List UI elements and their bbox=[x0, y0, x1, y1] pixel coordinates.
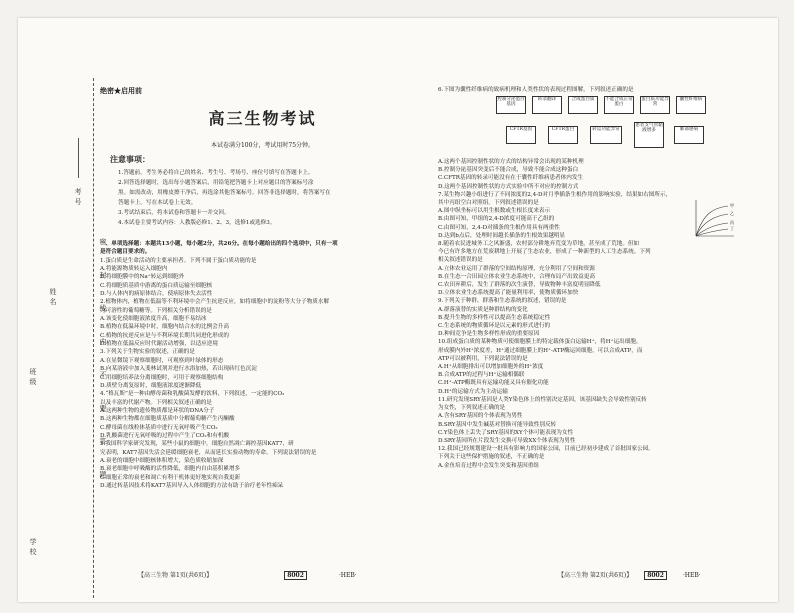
question-line: C.CFTR基因的转录可能没有在于囊性纤维病患者体内发生 bbox=[438, 175, 584, 182]
binding-field-line-1 bbox=[78, 138, 80, 178]
question-line: 5.我国科学家研究发现，某些小鼠的细胞中，细胞自然凋亡调控基因KAT7，研 bbox=[100, 441, 294, 448]
right-questions-top bbox=[438, 86, 758, 94]
notice-item: 1.答题前，考生务必将自己的姓名、考生号、考场号、座位号填写在答题卡上。 bbox=[118, 170, 314, 176]
question-line: 相关叙述错误的是 bbox=[438, 257, 483, 264]
graph-label: 丁 bbox=[730, 226, 734, 231]
question-line: B.控制分泌基因突变后不能合成，导致不能合成这种蛋白 bbox=[438, 167, 579, 174]
notice-item: 4.本试卷主要考试内容：人教版必修1、2、3，选修1或选修3。 bbox=[118, 220, 276, 226]
question-line: C.Y染色体上丢失了SRY基因的XY个体可能表现为女性 bbox=[438, 429, 574, 436]
diagram-box: 不能合成正常蛋白 bbox=[604, 96, 634, 114]
question-line: C.酵母菌在线粒体基质中进行无氧呼吸产生CO₂ bbox=[100, 424, 218, 431]
question-line: A.图中纵坐标可以用生根数或生根长度来表示 bbox=[438, 208, 551, 215]
question-line: 9.下列关于种群、群落和生态系统的叙述，错误的是 bbox=[438, 298, 567, 305]
diagram-box: 转录翻译 bbox=[532, 96, 562, 114]
question-line: D.立体农业生态系统提高了能量利用率，使物质循环加快 bbox=[438, 290, 579, 297]
question-line: D.乳酸菌进行无氧呼吸的过程中产生了CO₂和有机酸 bbox=[100, 432, 230, 439]
question-line: 今已有许多地方在荒废耕地上开展了生态农业，形成了一种新型的人工生态系统。下列 bbox=[438, 249, 651, 256]
question-line: B.将细胞膜中的Na⁺转运到细胞外 bbox=[100, 274, 185, 281]
footer-subject: 【高三生物 bbox=[138, 572, 169, 579]
left-questions bbox=[100, 240, 425, 490]
question-line: C.用细胞培养法分离细胞时，可用于观察细胞结构 bbox=[100, 374, 224, 381]
question-line: 10.组成蛋白质的某种物质可使细胞膜上的特定载体蛋白运输H⁺，将H⁺运出细胞， bbox=[438, 339, 642, 346]
exam-sheet bbox=[18, 18, 778, 602]
diagram-box: 患者支气管黏液增多 bbox=[634, 122, 664, 148]
question-line: B.这两种生物都在细胞质基质中分解葡萄糖产生丙酮酸 bbox=[100, 416, 235, 423]
footer-page: 第2页(共6页)】 bbox=[589, 572, 633, 579]
notice-item: 2.回答选择题时，选出每小题答案后，用铅笔把答题卡上对应题目的答案标号涂 bbox=[118, 180, 314, 186]
question-line: B.提升生物的多样性可以提高生态系统稳定性 bbox=[438, 314, 551, 321]
question-line: D.这两个基因控制性状的方式实验中所不对应的控制方式 bbox=[438, 183, 579, 190]
question-line: 2.植物体内，植物在低温等不利环境中会产生抗逆反应，如将细胞中的淀粉等大分子物质水解 bbox=[100, 299, 330, 306]
graph-label: 乙 bbox=[730, 211, 734, 216]
footer-left bbox=[138, 570, 357, 580]
footer-code: 8002 bbox=[284, 571, 307, 580]
footer-brand: ·HEB· bbox=[338, 572, 357, 579]
question-line: D.与人体内的病原体结合，使病原体失去活性 bbox=[100, 291, 213, 298]
notice-item: 3.考试结束后，将本试卷和答题卡一并交回。 bbox=[118, 210, 230, 216]
binding-dashed-line bbox=[93, 78, 94, 598]
question-line: D.达到b点后，处理时间越长插条的生根效果越明显 bbox=[438, 232, 566, 239]
question-line: B.由图可知，甲组的2,4-D浓度可能高于乙组的 bbox=[438, 216, 555, 223]
notice-list bbox=[118, 168, 423, 228]
question-line: B.合成ATP的过程与H⁺运输相偶联 bbox=[438, 372, 525, 379]
question-line: B.在生态一合田园立体农业生态系统中，合理布局产出效益更高 bbox=[438, 273, 595, 280]
question-line: A.立体农业运用了群落的空间结构原理，充分利用了空间和资源 bbox=[438, 265, 595, 272]
question-line: A.这两个基因控制性状的方式的结构异常会出现的某种机理 bbox=[438, 159, 584, 165]
question-line: D.H⁺的运输方式为主动运输 bbox=[438, 388, 508, 395]
page-title: 高三生物考试 bbox=[208, 109, 317, 128]
diagram-box: 囊性纤维病 bbox=[676, 96, 706, 114]
diagram-box: CFTR蛋白 bbox=[548, 126, 578, 144]
rooting-graph bbox=[690, 198, 736, 243]
question-line: A.H⁺从细胞排出可以增加细胞外的H⁺浓度 bbox=[438, 364, 544, 371]
question-line: D.种间竞争是生物多样性形成的重要原因 bbox=[438, 331, 540, 338]
binding-margin bbox=[18, 78, 113, 598]
notice-item: 黑。如需改动，用橡皮擦干净后，再选涂其他答案标号。回答非选择题时，将答案写在 bbox=[118, 190, 331, 196]
binding-label-kaohao: 考号 bbox=[74, 188, 82, 208]
graph-label: 甲 bbox=[730, 203, 734, 208]
question-line: 3.下列关于生物实验的叙述，正确的是 bbox=[100, 349, 195, 356]
section-heading: 是符合题目要求的。 bbox=[100, 249, 151, 256]
notice-item: 答题卡上。写在本试卷上无效。 bbox=[118, 200, 197, 206]
question-line: B.向某溶液中加入斐林试剂并进行水浴加热，若出现砖红色沉淀 bbox=[100, 366, 257, 373]
question-line: A.这两种生物的遗传物质都是环状的DNA分子 bbox=[100, 407, 215, 414]
question-line: C.农田弃耕后，发生了群落的次生演替，导致物种丰富度明显降低 bbox=[438, 282, 601, 289]
question-line: C.由图可知，2,4-D对插条的生根作用具有两重性 bbox=[438, 224, 560, 231]
binding-label-banji: 班级 bbox=[29, 368, 37, 388]
question-line: 以及丰富的代谢产物。下列相关叙述正确的是 bbox=[100, 399, 212, 406]
question-line: D.SRY基因所在片段发生交换可导致XX个体表现为男性 bbox=[438, 437, 576, 444]
question-line: 4.“格瓦斯”是一种由酵母菌和乳酸菌发酵的饮料，下列叙述，一定能的CO₂ bbox=[100, 391, 285, 398]
diagram-box: 合成蛋白质 bbox=[568, 96, 598, 114]
diagram-box: CFTR基因 bbox=[506, 126, 536, 144]
question-line: 1.蛋白质是生命活动的主要承担者。下列不属于蛋白质功能的是 bbox=[100, 257, 257, 264]
question-line: D.质壁分离复原时，细胞液浓度逐渐降低 bbox=[100, 382, 202, 389]
notice-heading: 注意事项： bbox=[110, 154, 150, 164]
question-line: C.H⁺-ATP酶既具有运输功能又具有催化功能 bbox=[438, 380, 549, 387]
question-line: ATP可以被利用，下列说法错误的是 bbox=[438, 355, 528, 362]
question-line: A.将能源物质转运入细胞内 bbox=[100, 266, 168, 273]
cftr-diagram bbox=[496, 96, 706, 158]
question-line: A.在显微镜下观察细胞时，可观察到叶绿体的形态 bbox=[100, 357, 224, 364]
question-line: 7.某生物兴趣小组进行了不同浓度的2,4-D对月季插条生根作用的影响实验，结果如右图所示， bbox=[438, 191, 672, 198]
question-line: 为女性，下列叙述正确的是 bbox=[438, 405, 506, 412]
binding-label-xingming: 姓名 bbox=[49, 288, 57, 308]
footer-brand: ·HEB· bbox=[682, 572, 701, 579]
question-line: 8.随着农民进城务工之风渐盛，农村部分耕地弃荒变为草地，甚至成了荒地。但如 bbox=[438, 241, 640, 248]
question-line: 究表明，KAT7基因失活会延缓细胞衰老，从而延长实验动物的寿命。下列说法错误的是 bbox=[100, 449, 317, 456]
question-line: C.生态系统的物质循环是以元素的形式进行的 bbox=[438, 323, 551, 330]
question-line: 其中丙组空白对照组。下列叙述错误的是 bbox=[438, 200, 539, 207]
footer-page: 第1页(共6页)】 bbox=[169, 572, 213, 579]
secret-label: 绝密★启用前 bbox=[100, 86, 142, 95]
question-line: C.将细胞质基质中游离的蛋白质运输至细胞核 bbox=[100, 282, 213, 289]
question-line: B.植物在低温环境中时，细胞内结合水的比例会升高 bbox=[100, 324, 229, 331]
question-line: 下列关于这些保护措施的叙述，不正确的是 bbox=[438, 454, 545, 461]
question-line: A.群落演替的实质是种群结构的变化 bbox=[438, 306, 528, 313]
question-line: 12.我国已经规划建设一批具有影响力的国家公园，目前已经初步建成了首批国家公园。 bbox=[438, 446, 654, 453]
question-line: B.SRY基因中发生碱基对替换可能导致性别反转 bbox=[438, 421, 557, 428]
question-line: A.衰老的细胞中细胞核体积增大，染色质收缩加深 bbox=[100, 457, 224, 464]
question-line: D.通过转基因技术将KAT7基因导入人体细胞的方法有助于治疗老年性痴呆 bbox=[100, 482, 284, 489]
footer-right bbox=[558, 570, 701, 580]
question-line: C.细胞正常的衰老和凋亡有利于机体更好地实现自我更新 bbox=[100, 474, 241, 481]
question-line: A.含有SRY基因的个体表现为男性 bbox=[438, 413, 523, 420]
question-line: 11.研究发现SRY基因是人类Y染色体上的性别决定基因，该基因缺失会导致性别反转 bbox=[438, 396, 647, 403]
question-line: 6.下图为囊性纤维病的致病机理和人类性状的表现过程图解，下列叙述正确的是 bbox=[438, 87, 634, 93]
question-line: A.金鱼培育过程中会发生突变和基因重组 bbox=[438, 462, 539, 469]
exam-subtitle: 本试卷满分100分，考试用时75分钟。 bbox=[210, 142, 315, 149]
question-line: B.衰老细胞中呼吸酶的活性降低，细胞内自由基积累增多 bbox=[100, 466, 241, 473]
question-line: 为可溶性的葡萄糖等。下列相关分析错误的是 bbox=[100, 307, 212, 314]
footer-code: 8002 bbox=[644, 571, 667, 580]
question-line: C.植物的抗逆反应是与不利环境长期共同进化形成的 bbox=[100, 332, 229, 339]
binding-label-xuexiao: 学校 bbox=[29, 538, 37, 558]
footer-subject: 【高三生物 bbox=[558, 572, 589, 579]
diagram-box: 控制分泌蛋白基因 bbox=[496, 96, 526, 114]
binding-seal-text: 密 封 线 内 不 要 答 题 bbox=[99, 238, 107, 490]
question-line: 形成膜内外H⁺浓度差，H⁺通过细胞膜上的H⁺-ATP酶运回细胞，可以合成ATP，而 bbox=[438, 347, 643, 354]
question-line: D.植物在低温反应时代谢活动增强，以适应逆境 bbox=[100, 341, 218, 348]
diagram-box: 肺部感染 bbox=[674, 126, 704, 144]
graph-label: 丙 bbox=[730, 220, 734, 225]
diagram-box: 转运功能异常 bbox=[590, 126, 622, 144]
diagram-box: 蛋白质功能异常 bbox=[640, 96, 670, 114]
question-line: A.该变化使细胞液浓度升高，细胞不易结冰 bbox=[100, 316, 207, 323]
section-heading: 一、单项选择题：本题共13小题，每小题2分，共26分。在每小题给出的四个选项中，只有一项 bbox=[100, 241, 338, 247]
